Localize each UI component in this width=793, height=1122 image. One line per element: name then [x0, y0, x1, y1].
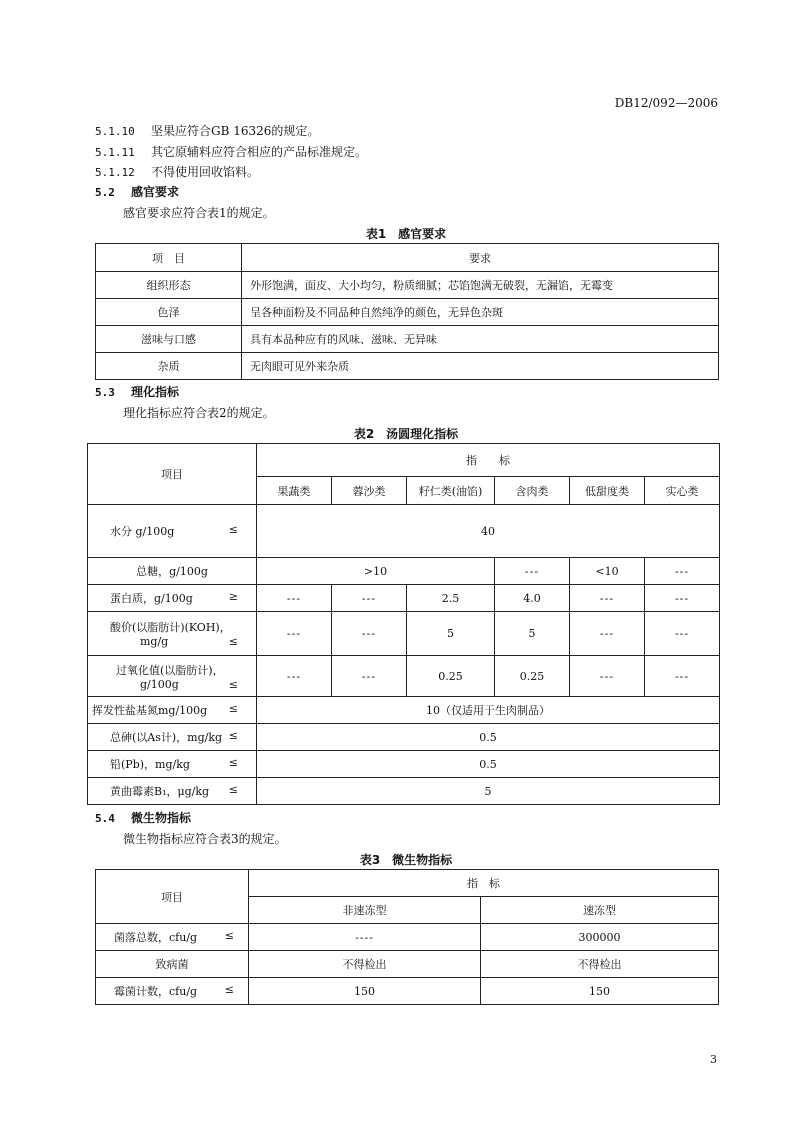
- document-code: DB12/092—2006: [614, 96, 718, 110]
- clause-text: 其它原辅料应符合相应的产品标准规定。: [151, 145, 368, 159]
- item-header: 项目: [88, 444, 257, 505]
- value-cell: ---: [332, 656, 407, 697]
- item-cell: 致病菌: [96, 951, 249, 978]
- item-label: 铅(Pb)，mg/kg: [110, 758, 190, 771]
- item-label: 总砷(以As计)，mg/kg: [110, 731, 223, 744]
- item-cell: [88, 697, 257, 724]
- section-number: 5.4: [95, 812, 115, 825]
- type-header: 速冻型: [481, 897, 719, 924]
- comparison-symbol: ≤: [228, 729, 238, 742]
- table-row: [88, 751, 720, 778]
- item-label: 酸价(以脂肪计)(KOH)，: [110, 621, 231, 634]
- item-unit: mg/g: [140, 635, 169, 648]
- value-cell: ---: [645, 656, 720, 697]
- clause-text: 不得使用回收馅料。: [151, 165, 260, 179]
- value-cell: <10: [570, 558, 645, 585]
- section-number: 5.2: [95, 186, 115, 199]
- clause-number: 5.1.12: [95, 166, 135, 179]
- value-cell: 5: [407, 612, 495, 656]
- item-cell: 色泽: [96, 299, 242, 326]
- value-cell: ---: [257, 585, 332, 612]
- section-title: 感官要求: [131, 185, 180, 199]
- section-title: 微生物指标: [131, 811, 192, 825]
- section-5-4-intro: 微生物指标应符合表3的规定。: [123, 832, 287, 846]
- comparison-symbol: ≤: [224, 929, 234, 942]
- index-header: 指 标: [257, 444, 720, 477]
- comparison-symbol: ≤: [228, 783, 238, 796]
- table-row: [88, 697, 720, 724]
- item-label: 黄曲霉素B₁，μg/kg: [110, 785, 210, 798]
- table1-caption: 表1 感官要求: [365, 227, 447, 241]
- requirement-cell: 无肉眼可见外来杂质: [242, 353, 719, 380]
- comparison-symbol: ≤: [228, 523, 238, 536]
- value-cell: 5: [257, 778, 720, 805]
- item-cell: [88, 724, 257, 751]
- category-header: 含肉类: [495, 477, 570, 505]
- value-cell: 4.0: [495, 585, 570, 612]
- type-header: 非速冻型: [249, 897, 481, 924]
- table-row: [88, 656, 720, 697]
- category-header: 籽仁类(油馅): [407, 477, 495, 505]
- clause-5-1-12: [95, 163, 259, 180]
- table3-microbiological: [95, 869, 719, 1005]
- clause-number: 5.1.11: [95, 146, 135, 159]
- value-cell: ---: [645, 612, 720, 656]
- value-cell: 不得检出: [249, 951, 481, 978]
- value-cell: ---: [570, 656, 645, 697]
- table-header-row: [96, 870, 719, 897]
- header-cell: 项 目: [96, 244, 242, 272]
- value-cell: 不得检出: [481, 951, 719, 978]
- item-cell: 总糖，g/100g: [88, 558, 257, 585]
- category-header: 蓉沙类: [332, 477, 407, 505]
- value-cell: 2.5: [407, 585, 495, 612]
- category-header: 果蔬类: [257, 477, 332, 505]
- section-5-3-intro: 理化指标应符合表2的规定。: [123, 406, 275, 420]
- value-cell: 40: [257, 505, 720, 558]
- table-row: [88, 612, 720, 656]
- value-cell: 0.25: [407, 656, 495, 697]
- item-label: 挥发性盐基氮mg/100g: [92, 704, 208, 717]
- value-cell: 5: [495, 612, 570, 656]
- table-row: [96, 924, 719, 951]
- page-number: 3: [710, 1053, 717, 1066]
- table-row: [96, 272, 719, 299]
- item-cell: [96, 978, 249, 1005]
- value-cell: ----: [249, 924, 481, 951]
- table-row: [88, 724, 720, 751]
- item-cell: [88, 778, 257, 805]
- section-5-2-intro: 感官要求应符合表1的规定。: [123, 206, 275, 220]
- table3-caption: 表3 微生物指标: [359, 853, 453, 867]
- requirement-cell: 外形饱满，面皮、大小均匀，粉质细腻；芯馅饱满无破裂，无漏馅，无霉变: [242, 272, 719, 299]
- table-row: [88, 778, 720, 805]
- item-header: 项目: [96, 870, 249, 924]
- value-cell: 150: [481, 978, 719, 1005]
- value-cell: 0.25: [495, 656, 570, 697]
- item-label: 霉菌计数，cfu/g: [114, 985, 198, 998]
- item-cell: [96, 924, 249, 951]
- table-row: [96, 326, 719, 353]
- clause-text: 坚果应符合GB 16326的规定。: [151, 124, 320, 138]
- item-cell: [88, 505, 257, 558]
- item-cell: [88, 585, 257, 612]
- value-cell: ---: [257, 612, 332, 656]
- category-header: 实心类: [645, 477, 720, 505]
- value-cell: ---: [332, 585, 407, 612]
- category-header: 低甜度类: [570, 477, 645, 505]
- item-label: 菌落总数，cfu/g: [114, 931, 198, 944]
- clause-number: 5.1.10: [95, 125, 135, 138]
- value-cell: 0.5: [257, 751, 720, 778]
- item-label: 水分 g/100g: [110, 525, 175, 538]
- comparison-symbol: ≤: [228, 677, 238, 691]
- section-5-3-heading: [95, 383, 179, 400]
- value-cell: ---: [645, 585, 720, 612]
- table-row: [96, 353, 719, 380]
- value-cell: 300000: [481, 924, 719, 951]
- comparison-symbol: ≤: [228, 756, 238, 769]
- value-cell: ---: [257, 656, 332, 697]
- table-row: [88, 505, 720, 558]
- comparison-symbol: ≤: [228, 635, 238, 648]
- value-cell: ---: [570, 585, 645, 612]
- header-cell: 要求: [242, 244, 719, 272]
- requirement-cell: 具有本品种应有的风味、滋味、无异味: [242, 326, 719, 353]
- section-title: 理化指标: [131, 385, 180, 399]
- section-number: 5.3: [95, 386, 115, 399]
- value-cell: 10（仅适用于生肉制品）: [257, 697, 720, 724]
- table2-caption: 表2 汤圆理化指标: [353, 427, 459, 441]
- table2-physicochemical: [87, 443, 720, 805]
- table-header-row: [96, 244, 719, 272]
- comparison-symbol: ≥: [228, 590, 238, 603]
- table-row: [96, 951, 719, 978]
- value-cell: ---: [645, 558, 720, 585]
- item-unit: g/100g: [140, 677, 179, 691]
- value-cell: ---: [570, 612, 645, 656]
- value-cell: 150: [249, 978, 481, 1005]
- table-row: [88, 585, 720, 612]
- clause-5-1-11: [95, 143, 367, 160]
- value-cell: ---: [332, 612, 407, 656]
- value-cell: >10: [257, 558, 495, 585]
- item-cell: 杂质: [96, 353, 242, 380]
- section-5-4-heading: [95, 809, 191, 826]
- value-cell: 0.5: [257, 724, 720, 751]
- requirement-cell: 呈各种面粉及不同品种自然纯净的颜色，无异色杂斑: [242, 299, 719, 326]
- table-row: [96, 299, 719, 326]
- item-label: 蛋白质，g/100g: [110, 592, 193, 605]
- item-label: 过氧化值(以脂肪计)，: [116, 663, 224, 677]
- item-cell: 滋味与口感: [96, 326, 242, 353]
- table-row: [88, 558, 720, 585]
- item-cell: [88, 751, 257, 778]
- comparison-symbol: ≤: [224, 983, 234, 996]
- table-row: [96, 978, 719, 1005]
- index-header: 指 标: [249, 870, 719, 897]
- clause-5-1-10: [95, 122, 319, 139]
- item-cell: [88, 656, 257, 697]
- table1-sensory: [95, 243, 719, 380]
- item-cell: [88, 612, 257, 656]
- section-5-2-heading: [95, 183, 179, 200]
- value-cell: ---: [495, 558, 570, 585]
- comparison-symbol: ≤: [228, 702, 238, 715]
- item-cell: 组织形态: [96, 272, 242, 299]
- table-header-row: [88, 444, 720, 477]
